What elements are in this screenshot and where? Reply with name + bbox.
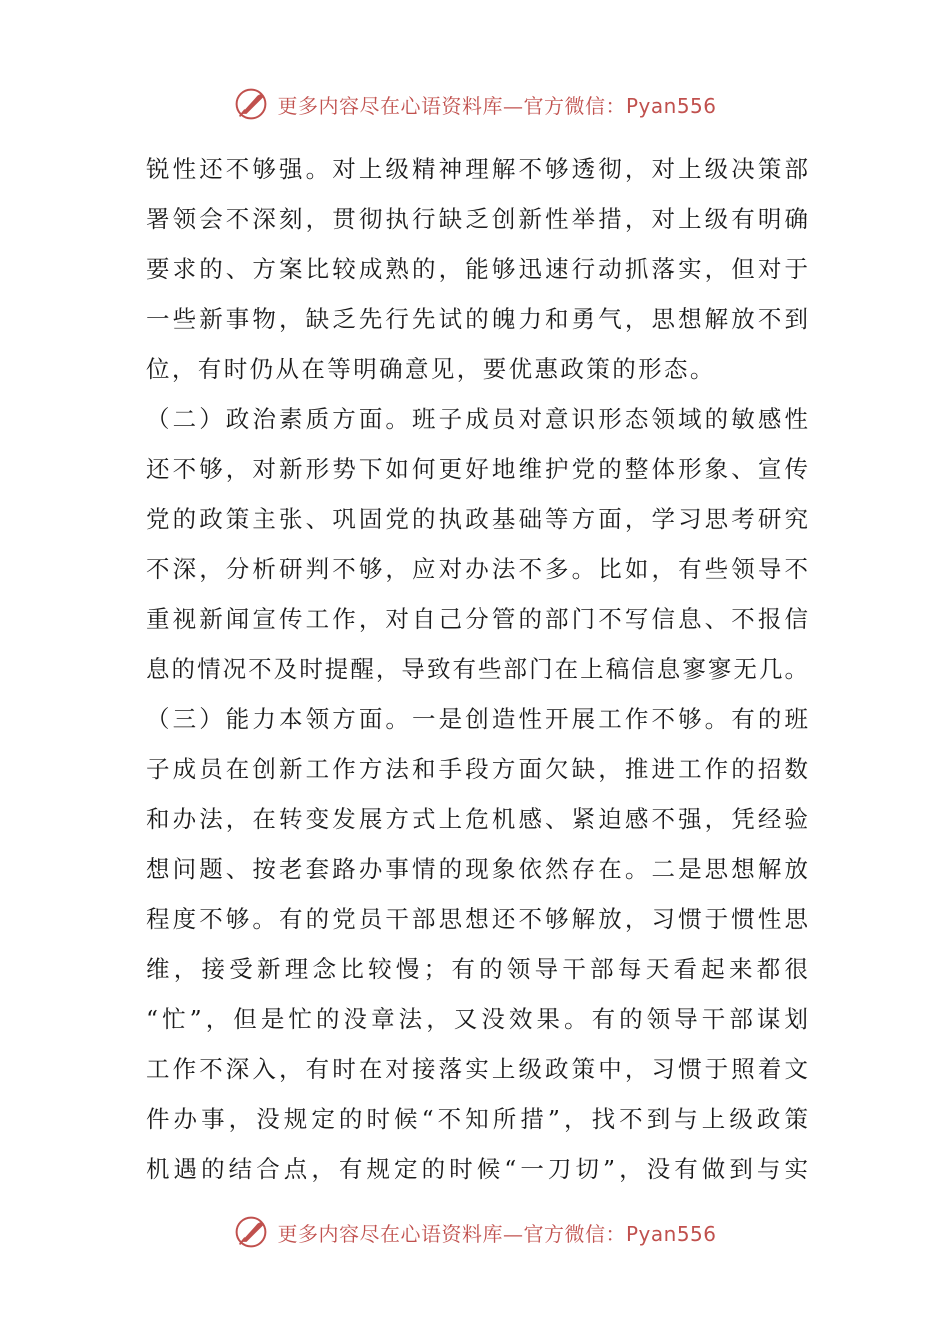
watermark-text: 更多内容尽在心语资料库—官方微信：Pyan556 (277, 93, 717, 118)
text-line: 不深，分析研判不够，应对办法不多。比如，有些领导不 (146, 555, 808, 583)
text-line: 还不够，对新形势下如何更好地维护党的整体形象、宣传 (146, 455, 808, 483)
quill-pen-logo-icon (233, 1214, 269, 1250)
header-watermark (0, 84, 950, 124)
text-line: 维，接受新理念比较慢；有的领导干部每天看起来都很 (146, 955, 808, 983)
text-line: 要求的、方案比较成熟的，能够迅速行动抓落实，但对于 (146, 255, 808, 283)
watermark-text: 更多内容尽在心语资料库—官方微信：Pyan556 (277, 1221, 717, 1246)
text-line: 位，有时仍从在等明确意见，要优惠政策的形态。 (146, 355, 716, 383)
text-line: 署领会不深刻，贯彻执行缺乏创新性举措，对上级有明确 (146, 205, 808, 233)
text-line: 子成员在创新工作方法和手段方面欠缺，推进工作的招数 (146, 755, 808, 783)
text-line: 一些新事物，缺乏先行先试的魄力和勇气，思想解放不到 (146, 305, 808, 333)
text-line: 息的情况不及时提醒，导致有些部门在上稿信息寥寥无几。 (146, 655, 808, 683)
text-line: （二）政治素质方面。班子成员对意识形态领域的敏感性 (146, 405, 808, 433)
quill-pen-logo-icon (233, 86, 269, 122)
document-body (146, 144, 808, 1194)
text-line: 党的政策主张、巩固党的执政基础等方面，学习思考研究 (146, 505, 808, 533)
text-line: 机遇的结合点，有规定的时候“一刀切”，没有做到与实 (146, 1155, 808, 1183)
text-line: 想问题、按老套路办事情的现象依然存在。二是思想解放 (146, 855, 808, 883)
text-line: 程度不够。有的党员干部思想还不够解放，习惯于惯性思 (146, 905, 808, 933)
text-line: 锐性还不够强。对上级精神理解不够透彻，对上级决策部 (146, 155, 808, 183)
text-line: 工作不深入，有时在对接落实上级政策中，习惯于照着文 (146, 1055, 808, 1083)
text-line: 重视新闻宣传工作，对自己分管的部门不写信息、不报信 (146, 605, 808, 633)
text-line: （三）能力本领方面。一是创造性开展工作不够。有的班 (146, 705, 808, 733)
text-line: “忙”，但是忙的没章法，又没效果。有的领导干部谋划 (146, 1005, 808, 1033)
footer-watermark (0, 1212, 950, 1252)
text-line: 和办法，在转变发展方式上危机感、紧迫感不强，凭经验 (146, 805, 808, 833)
text-line: 件办事，没规定的时候“不知所措”，找不到与上级政策 (146, 1105, 808, 1133)
